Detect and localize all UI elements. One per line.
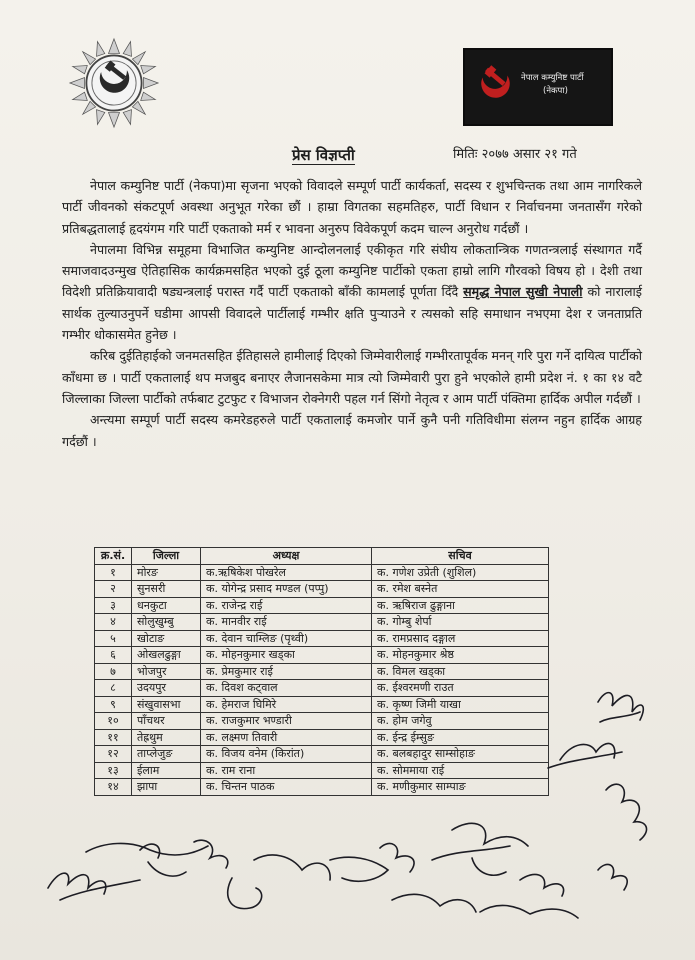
cell-chairman: क. देवान चाम्लिङ (पृथ्वी) <box>201 630 372 647</box>
cell-chairman: क. राम राना <box>201 762 372 779</box>
header-chairman: अध्यक्ष <box>201 548 372 565</box>
table-row <box>95 614 549 631</box>
page-title: प्रेस विज्ञप्ती <box>292 146 355 164</box>
table-row <box>95 779 549 796</box>
table-row <box>95 581 549 598</box>
hammer-sickle-icon <box>475 64 513 108</box>
table-row <box>95 762 549 779</box>
cell-district: सोलुखुम्बु <box>132 614 201 631</box>
paragraph-1: नेपाल कम्युनिष्ट पार्टी (नेकपा)मा सृजना भएको विवादले सम्पूर्ण पार्टी कार्यकर्ता, सदस्य र शुभचिन्तक तथा आम नागरिकले पार्टी जीवनको संकटपूर्ण अवस्था अनुभूत गरेका छौं । हाम्रा विगतका सहमतिहरु, पार्टी विधान र निर्वाचनमा जनतासँग गरेको प्रतिबद्धतालाई हृदयंगम गरि पार्टी एकताको मर्म र भावना अनुरुप विवेकपूर्ण कदम चाल्न अनुरोध गर्दछौं । <box>62 178 642 236</box>
cell-serial: ९ <box>95 696 132 713</box>
cell-district: संखुवासभा <box>132 696 201 713</box>
body-text <box>62 175 642 452</box>
cell-secretary: क. होम जगेवु <box>372 713 549 730</box>
logo-text <box>521 72 584 98</box>
slogan: समृद्ध नेपाल सुखी नेपाली <box>463 284 583 300</box>
paragraph-2-part-a: नेपालमा विभिन्न समूहमा विभाजित कम्युनिष्ट आन्दोलनलाई एकीकृत गरि संघीय लोकतान्त्रिक गणतन्त्रलाई संस्थागत गर्दै समाजवादउन्मुख ऐतिहासिक कार्यक्रमसहित भएको दुई ठूला कम्युनिष्ट पार्टीको एकता हाम्रो लागि गौरवको विषय हो । देशी तथा विदेशी प्रतिक्रियावादी षड्यन्त्रलाई परास्त गर्दै पार्टी एकताको बाँकी कामलाई पूर्णता दिँदै <box>62 241 642 300</box>
cell-secretary: क. ईश्वरमणी राउत <box>372 680 549 697</box>
cell-chairman: क. विजय वनेम (किरांत) <box>201 746 372 763</box>
paragraph-4: अन्त्यमा सम्पूर्ण पार्टी सदस्य कमरेडहरुले पार्टी एकतालाई कमजोर पार्ने कुनै पनी गतिविधीमा संलग्न नहुन हार्दिक आग्रह गर्दछौं । <box>62 412 642 449</box>
table-row <box>95 680 549 697</box>
cell-chairman: क. मानवीर राई <box>201 614 372 631</box>
cell-district: तेह्रथुम <box>132 729 201 746</box>
cell-serial: १२ <box>95 746 132 763</box>
table-row <box>95 663 549 680</box>
cell-serial: १३ <box>95 762 132 779</box>
cell-secretary: क. कृष्ण जिमी याखा <box>372 696 549 713</box>
cell-chairman: क. लक्ष्मण तिवारी <box>201 729 372 746</box>
paragraph-3: करिब दुईतिहाईको जनमतसहित ईतिहासले हामीलाई दिएको जिम्मेवारीलाई गम्भीरतापूर्वक मनन् गरि पुरा गर्ने दायित्व पार्टीको काँधमा छ । पार्टी एकतालाई थप मजबुद बनाएर लैजानसकेमा मात्र त्यो जिम्मेवारी पुरा हुने भएकोले हामी प्रदेश नं. १ का १४ वटै जिल्लाका जिल्ला पार्टीको तर्फबाट टुटफुट र विभाजन रोक्नेगरी पहल गर्न सिंगो नेतृत्व र आम पार्टी पंक्तिमा हार्दिक अपील गर्दछौं । <box>62 348 643 406</box>
cell-serial: ८ <box>95 680 132 697</box>
cell-serial: १ <box>95 564 132 581</box>
cell-chairman: क. राजकुमार भण्डारी <box>201 713 372 730</box>
district-leaders-table <box>94 547 549 796</box>
cell-district: भोजपुर <box>132 663 201 680</box>
cell-district: उदयपुर <box>132 680 201 697</box>
table-header-row <box>95 548 549 565</box>
cell-district: धनकुटा <box>132 597 201 614</box>
table-row <box>95 647 549 664</box>
table-row <box>95 597 549 614</box>
table-row <box>95 696 549 713</box>
cell-district: ईलाम <box>132 762 201 779</box>
cell-district: ओखलढुङ्गा <box>132 647 201 664</box>
table-row <box>95 746 549 763</box>
cell-secretary: क. गणेश उप्रेती (शुशिल) <box>372 564 549 581</box>
cell-secretary: क. बलबहादुर साम्सोहाङ <box>372 746 549 763</box>
cell-serial: २ <box>95 581 132 598</box>
cell-district: सुनसरी <box>132 581 201 598</box>
cell-chairman: क. चिन्तन पाठक <box>201 779 372 796</box>
table-body <box>95 564 549 795</box>
cell-district: ताप्लेजुङ <box>132 746 201 763</box>
cell-serial: ६ <box>95 647 132 664</box>
cell-chairman: क. राजेन्द्र राई <box>201 597 372 614</box>
paragraph-2 <box>62 239 642 345</box>
table-row <box>95 713 549 730</box>
cell-chairman: क. दिवश कट्वाल <box>201 680 372 697</box>
cell-secretary: क. रामप्रसाद दङ्गाल <box>372 630 549 647</box>
cell-serial: ५ <box>95 630 132 647</box>
cell-district: मोरङ <box>132 564 201 581</box>
paragraph-2-part-b: को नारालाई सार्थक तुल्याउनुपर्ने घडीमा आपसी विवादले पार्टीलाई गम्भीर क्षति पुऱ्याउने र त्यसको सहि समाधान नभएमा देश र जनताप्रति गम्भीर धोकासमेत हुनेछ । <box>62 284 642 343</box>
cell-secretary: क. रमेश बस्नेत <box>372 581 549 598</box>
party-emblem-sun-icon <box>68 37 160 129</box>
cell-serial: ४ <box>95 614 132 631</box>
logo-text-line1: नेपाल कम्युनिष्ट पार्टी <box>521 73 584 83</box>
cell-chairman: क. मोहनकुमार खड्का <box>201 647 372 664</box>
cell-secretary: क. गोम्बु शेर्पा <box>372 614 549 631</box>
cell-chairman: क. प्रेमकुमार राई <box>201 663 372 680</box>
cell-serial: ११ <box>95 729 132 746</box>
cell-secretary: क. ईन्द्र ईम्सुङ <box>372 729 549 746</box>
cell-secretary: क. ऋषिराज ढुङ्गाना <box>372 597 549 614</box>
table-row <box>95 729 549 746</box>
cell-district: खोटाङ <box>132 630 201 647</box>
cell-district: झापा <box>132 779 201 796</box>
cell-chairman: क. योगेन्द्र प्रसाद मण्डल (पप्पु) <box>201 581 372 598</box>
party-logo <box>463 48 613 126</box>
cell-serial: १० <box>95 713 132 730</box>
header-district: जिल्ला <box>132 548 201 565</box>
cell-district: पाँचथर <box>132 713 201 730</box>
cell-serial: ७ <box>95 663 132 680</box>
cell-secretary: क. विमल खड्का <box>372 663 549 680</box>
cell-chairman: क. हेमराज घिमिरे <box>201 696 372 713</box>
cell-secretary: क. मोहनकुमार श्रेष्ठ <box>372 647 549 664</box>
table-row <box>95 630 549 647</box>
table-row <box>95 564 549 581</box>
header-secretary: सचिव <box>372 548 549 565</box>
release-date: मितिः २०७७ असार २१ गते <box>453 147 577 162</box>
logo-text-line2: (नेकपा) <box>543 86 568 96</box>
cell-secretary: क. सोममाया राई <box>372 762 549 779</box>
cell-serial: ३ <box>95 597 132 614</box>
cell-serial: १४ <box>95 779 132 796</box>
cell-secretary: क. मणीकुमार साम्पाङ <box>372 779 549 796</box>
header-serial: क्र.सं. <box>95 548 132 565</box>
cell-chairman: क.ऋषिकेश पोखरेल <box>201 564 372 581</box>
